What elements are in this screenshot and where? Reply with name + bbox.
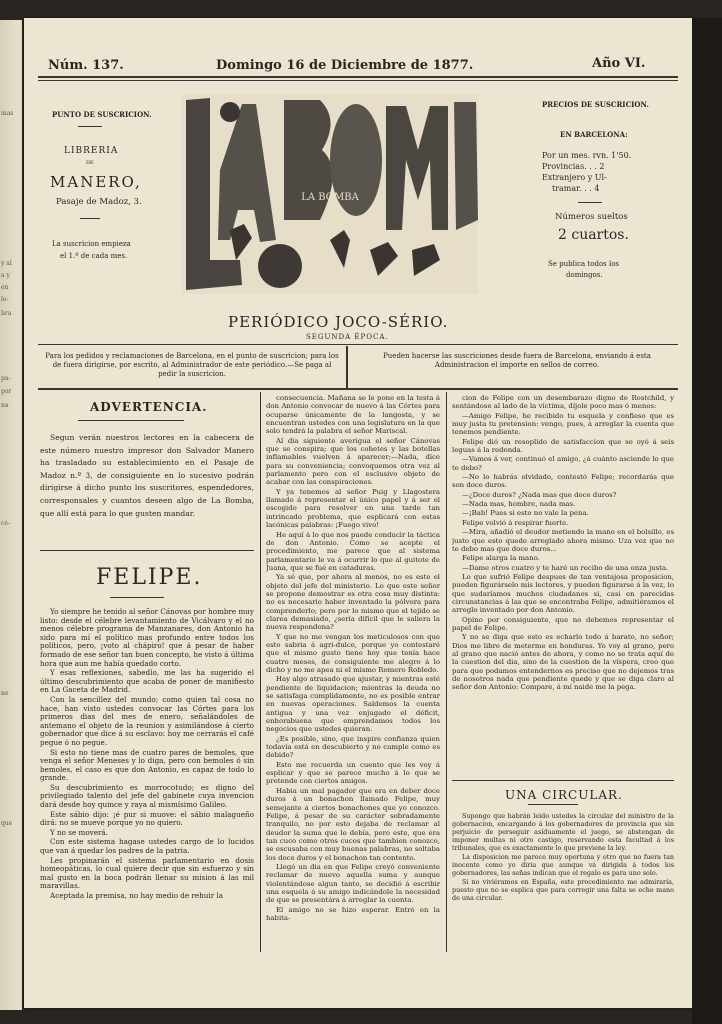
felipe-column-1 bbox=[40, 608, 254, 948]
divider bbox=[110, 597, 164, 598]
column-divider bbox=[260, 392, 261, 952]
subscription-note-2: el 1.º de cada mes. bbox=[60, 252, 128, 260]
paragraph: —¿Doce duros? ¿Nada mas que doce duros? bbox=[462, 490, 617, 499]
paragraph: Opino por consiguiente, que no debemos representar el papel de Felipe. bbox=[452, 615, 674, 632]
felipe-column-3 bbox=[452, 394, 674, 778]
publication-note-2: domingos. bbox=[566, 271, 603, 279]
paragraph: Felipe alarga la mano. bbox=[462, 554, 540, 563]
paragraph: —Dame otros cuatro y te haré un recibo de una onza justa. bbox=[462, 563, 669, 572]
paragraph: Les propinarán el sistema parlamentario en dosis homeopáticas, lo cual quiere decir que sin esfuerzo y sin mal gusto en la boca podrán llenar su mision á las mil maravillas. bbox=[40, 855, 254, 891]
paragraph: Y no se diga que esto es echarlo todo á barato, no señor; Dios me libre de meterme en honduras. Yo voy al grano, pero al grano que nació antes de ahora, y como no se trata aquí de la cuestion del dia, sino de la cuestion de la víspera, creo que para que podamos entendernos es preciso que no dejemos tras de nosotros nada que pendiente quede y que se diga claro al señor don Antonio: Compare, á mí naide me la pega. bbox=[452, 633, 674, 692]
paragraph: Habia un mal pagador que era en deber doce duros á un bonachon llamado Felipe, muy semejante á ciertos bonachones que yo conozco. Felipe, á pesar de su carácter sobradamente tranquilo, no por esto dejaba de reclamar al deudor la suma que le debía, pero este, que era tan cuco como otros cucos que tambien conozco, se escusaba con muy buenas palabras, no soltaba los doce duros y el bonachon tan contento. bbox=[266, 786, 440, 862]
subscription-point-header: PUNTO DE SUSCRICION. bbox=[52, 110, 152, 119]
previous-page-edge: mas y al a y en lo- bra pa- por na cé- ne que bbox=[0, 20, 22, 1010]
single-price: 2 cuartos. bbox=[558, 227, 629, 243]
paragraph: Aceptada la premisa, no hay medio de rehuir la bbox=[50, 891, 224, 900]
paragraph: Con la sencillez del mundo; como quien tal cosa no hace, han visto ustedes convocar las Córtes para los primeros dias del mes de enero, señalándoles de antemano el objeto de la reunion y asimilándose á cierto gobernador que dice á su esclavo: hoy me cerrarás el café pegue ó no pegue. bbox=[40, 694, 254, 747]
price-line: Por un mes. rvn. 1'50. bbox=[542, 151, 632, 160]
prices-city: EN BARCELONA: bbox=[560, 130, 628, 139]
paragraph: cion de Felipe con un desembarazo digno de Rostchild, y sentándose al lado de la víctima, díjole poco mas ó menos: bbox=[452, 394, 674, 411]
price-list bbox=[542, 150, 631, 194]
advertencia-paragraph: Segun verán nuestros lectores en la cabecera de este número nuestro impresor don Salvador Manero ha trasladado su establecimiento en el Pasaje de Madoz n.º 3, de consiguiente en lo sucesivo podrán dirigirse á dicho punto los suscritores, espendedores, corresponsales y cuantos deseen algo de La Bomba, que allí está para lo que gusten mandar. bbox=[40, 433, 254, 518]
top-rule-thin bbox=[38, 80, 678, 81]
circular-text bbox=[452, 812, 674, 952]
printer-name: MANERO, bbox=[50, 173, 142, 191]
paragraph: Felipe volvió á respirar fuerte. bbox=[462, 518, 569, 527]
price-line: Extranjero y Ul- bbox=[542, 173, 607, 182]
paragraph: Esto me recuerda un cuento que les voy á esplicar y que se parece mucho á lo que se pretende con ciertos amigos. bbox=[266, 760, 440, 786]
paragraph: Y ya tenemos al señor Puig y Llagostera llamado á representar el único papel y á ser el escogido para resolver en una tarde tan intrincado problema, que esplicará con estas lacónicas palabras: ¡Fuego vivo! bbox=[266, 487, 440, 530]
advertencia-text bbox=[40, 432, 254, 521]
paragraph: —Amigo Felipe, he recibido tu esquela y confieso que es muy justa tu pretension: vengo, pues, á arreglar la cuenta que tenemos pendiente. bbox=[452, 411, 674, 437]
paragraph: ¿Es posible, sino, que inspire confianza quien todavía está en descubierto y no cumple como es debido? bbox=[266, 734, 440, 760]
felipe-title: FELIPE. bbox=[96, 565, 203, 590]
divider bbox=[78, 420, 184, 421]
paragraph: Yo siempre he tenido al señor Cánovas por hombre muy listo: desde el célebre levantamiento de Vicálvaro y el no menos célebre programa de Manzanares, don Antonio ha sido para mí el político mas profundo entre todos los políticos, pero, ¡voto al chápiro! que á pesar de haber formado de ese señor tan buen concepto, he visto á última hora que aun me había quedado corto. bbox=[40, 608, 254, 668]
paragraph: Y no se moverá. bbox=[50, 827, 108, 837]
single-issues: Números sueltos bbox=[555, 212, 628, 222]
paragraph: Si no viviéramos en España, este procedimiento me admiraría, puesto que no se esplica que para corregir una falta se eche mano de una circular. bbox=[452, 878, 674, 902]
divider bbox=[452, 780, 674, 781]
paragraph: Hay algo atrasado que ajustar, y mientras esté pendiente de liquidacion; mientras la deuda no se satisfaga cumplidamente, no es posible entrar en nuevas operaciones. Saldemos la cuenta antigua y una vez enjugado el déficit, enhorabuena que emprendamos todos los negocios que ustedes quieran. bbox=[266, 675, 440, 734]
logo-title: LA BOMBA bbox=[301, 192, 359, 203]
publication-note: Se publica todos los bbox=[548, 260, 620, 268]
de-label: DE bbox=[86, 160, 94, 166]
paragraph: Este sábio dijo: ¡é pur si muove: el sábio malagueño dirá: no se mueve porque yo no quiero. bbox=[40, 809, 254, 828]
prices-header: PRECIOS DE SUSCRICION. bbox=[542, 100, 649, 109]
advertencia-title: ADVERTENCIA. bbox=[90, 400, 208, 414]
paragraph: Y esas reflexiones, sabedlo, me las ha sugerido el último descubrimiento que acaba de poner de manifiesto en La Gaceta de Madrid. bbox=[40, 668, 254, 695]
paragraph: Su descubrimiento es morrocotudo; es digno del privilegiado talento del jefe del gabinete cuya invencion dará desde hoy quince y raya al mismísimo Galileo. bbox=[40, 782, 254, 810]
divider bbox=[78, 126, 102, 127]
paragraph: Supongo que habrán leido ustedes la circular del ministro de la gobernacion, encargando á los gobernadores de provincia que sin perjuicio de perseguir asíduamente el juego, se abstengan de imponer multas ni otro castigo, reservando esta facultad á los tribunales, que es exactamente lo que previene la ley. bbox=[452, 812, 674, 852]
divider bbox=[38, 344, 678, 345]
paragraph: Lo que sufrió Felipe despues de tan ventajosa proposicion, pueden figurárselo mis lectores, y pueden figurarse á la vez, lo que sudaríamos muchos ciudadanos si, casi en parecidas circunstancias á las que se encontraba Felipe, admitiéramos el arreglo inventado por don Antonio. bbox=[452, 572, 674, 615]
column-divider bbox=[446, 392, 447, 952]
paragraph: Con este sistema hagase ustedes cargo de lo lucidos que van á quedar los padres de la patria. bbox=[40, 837, 254, 856]
paragraph: —No lo habrás olvidado, contestó Felipe; recordarás que son doce duros. bbox=[452, 473, 674, 490]
circular-title: UNA CIRCULAR. bbox=[505, 788, 623, 802]
price-line: Provincias. . . 2 bbox=[542, 162, 605, 171]
la-bomba-logo bbox=[180, 90, 480, 300]
paragraph: Ya sé que, por ahora al menos, no es este el objeto del jefe del ministerio. Lo que este señor se propone demostrar es otra cosa muy distinta: no es necesario haber inventado la pólvora para comprenderlo; pero por lo mismo que el tejido se clarea demasiado, ¿sería difícil que le saliera la nueva respondona? bbox=[266, 573, 440, 632]
paragraph: He aquí á lo que nos puede conducir la táctica de don Antonio. Como se acepte el procedimiento, me parece que al sistema parlamentario le va á ocurrir lo que al guitote de Juana, que se fué en cataduras. bbox=[266, 530, 440, 572]
paragraph: —Nada mas, hombre, nada mas. bbox=[462, 500, 576, 509]
paragraph: El amigo no se hizo esperar. Entró en la habita- bbox=[266, 905, 440, 922]
subscription-note-1: La suscricion empieza bbox=[52, 240, 131, 248]
divider bbox=[38, 388, 678, 390]
divider bbox=[578, 202, 602, 203]
paragraph: Si esto no tiene mas de cuatro pares de bemoles, que venga el señor Meneses y lo diga, pero con bemoles ó sin bemoles, el caso es que don Antonio, es capaz de todo lo grande. bbox=[40, 747, 254, 783]
paragraph: —¡Bah! Pues si esto no vale la pena. bbox=[462, 509, 589, 518]
paragraph: La disposicion me parece muy oportuna y otro que no fuera tan inocente como yo diria que aunque vá dirigida á todos los gobernadores, las señas indican que el regalo es para uno solo. bbox=[452, 853, 674, 877]
paragraph: Y que no me vengan los meticulosos con que esto sabria á agri-dulce, porque yo contestaré que el mismo gusto tiene hoy que tenía hace cuatro meses, de consiguiente me alegro á lo dicho y no me apea ni el mismo Romero Robledo. bbox=[266, 632, 440, 674]
notice-right: Pueden hacerse las suscriciones desde fuera de Barcelona, enviando á esta Administracion el importe en sellos de correo. bbox=[383, 352, 651, 369]
epoch-label: SEGUNDA ÉPOCA. bbox=[306, 333, 389, 341]
price-line: tramar. . . 4 bbox=[552, 184, 600, 193]
paragraph: Al dia siguiente averigua el señor Cánovas que se conspira; que los cohetes y las botellas inflamables vuelven á aparecer;—Nada, dice para su conveniencia; convoquemos otra vez al parlamento pero con el esclusivo objeto de acabar con las conspiraciones. bbox=[266, 436, 440, 487]
paragraph: —Vamos á ver, continuó el amigo, ¿á cuánto asciende lo que te debo? bbox=[452, 455, 674, 472]
divider bbox=[80, 218, 100, 219]
issue-date: Domingo 16 de Diciembre de 1877. bbox=[216, 58, 474, 73]
divider bbox=[346, 346, 348, 388]
subtitle: PERIÓDICO JOCO-SÉRIO. bbox=[228, 313, 449, 331]
divider bbox=[528, 804, 578, 805]
issue-number: Núm. 137. bbox=[48, 58, 124, 73]
issue-year: Año VI. bbox=[592, 56, 646, 71]
paragraph: Felipe dió un resoplido de satisfaccion que se oyó á seis leguas á la redonda. bbox=[452, 437, 674, 455]
paragraph: Llegó un dia en que Felipe creyó conveniente reclamar de nuevo aquella suma y aunque violentándose algun tanto, se decidió á escribir una esquela á su amigo indicándole la necesidad de que se presentára á arreglar la cuenta. bbox=[266, 862, 440, 905]
top-rule bbox=[38, 76, 678, 78]
bookstore-label: LIBRERIA bbox=[64, 146, 119, 156]
scan-border bbox=[692, 18, 722, 1024]
paragraph: consecuencia. Mañana se le pone en la testa á don Antonio convocar de nuevo á las Córtes para ocuparse únicamente de la langosta, y se encuentran ustedes con una legislatura en la que solo tendrá la palabra el señor Mariscal. bbox=[266, 394, 440, 436]
paragraph: —Mira, añadió el deudor metiendo la mano en el bolsillo, es justo que esto quede arreglado ahora mismo. Uza vez que no te debo mas que doce duros... bbox=[452, 528, 674, 553]
notice-left: Para los pedidos y reclamaciones de Barcelona, en el punto de suscricion; para los de fuera dirigirse, por escrito, al Administrador de este periódico.—Se paga al pedir la suscricion. bbox=[45, 352, 339, 378]
felipe-column-2 bbox=[266, 394, 440, 950]
printer-address: Pasaje de Madoz, 3. bbox=[56, 197, 142, 207]
divider bbox=[40, 550, 254, 551]
